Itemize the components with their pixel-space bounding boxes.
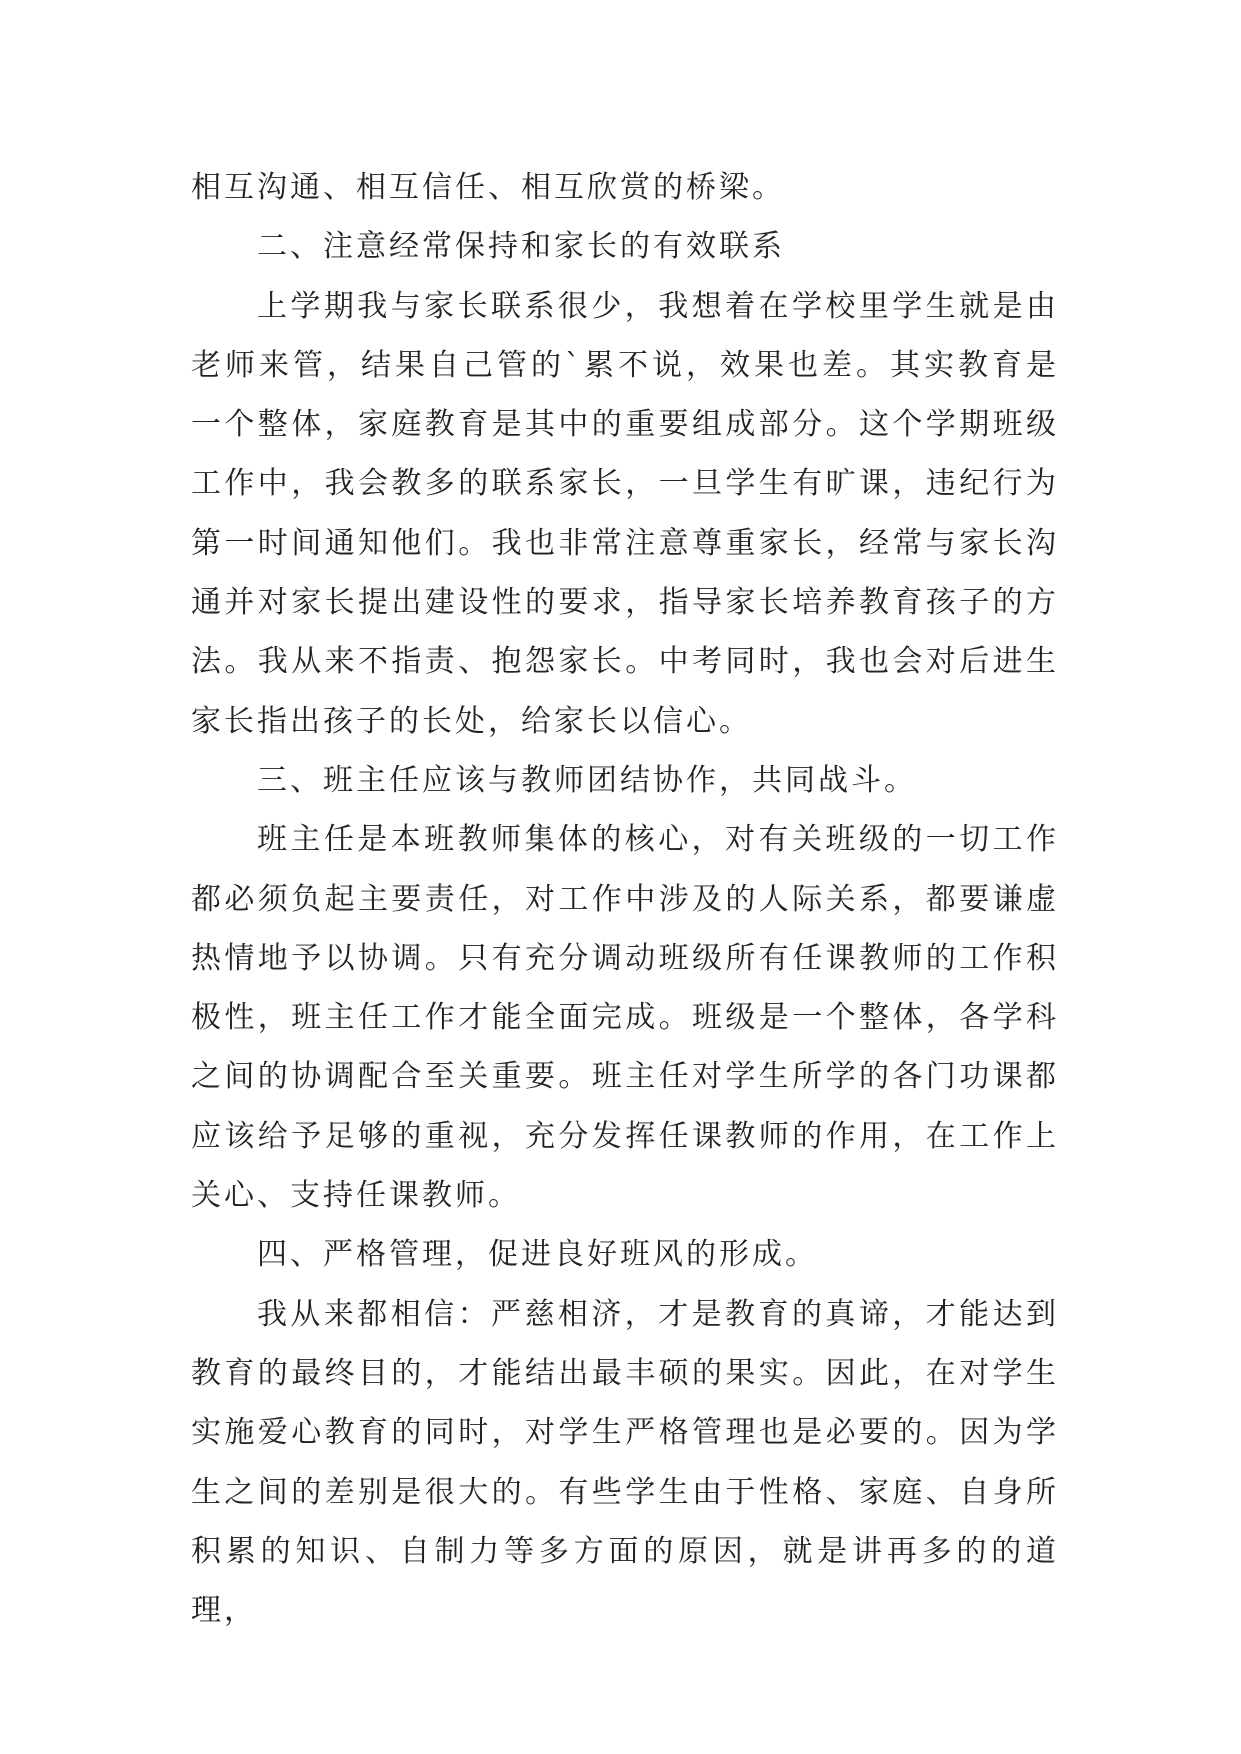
- section-heading-2: 二、注意经常保持和家长的有效联系: [257, 229, 785, 265]
- section-heading-4: 四、严格管理，促进良好班风的形成。: [257, 1237, 818, 1273]
- paragraph-teacher-cooperation: 班主任是本班教师集体的核心，对有关班级的一切工作都必须负起主要责任，对工作中涉及的人际关系，都要谦虚热情地予以协调。只有充分调动班级所有任课教师的工作积极性，班主任工作才能全面完成。班级是一个整体，各学科之间的协调配合至关重要。班主任对学生所学的各门功课都应该给予足够的重视，充分发挥任课教师的作用，在工作上关心、支持任课教师。: [191, 822, 1059, 1214]
- document-body: [191, 158, 1059, 1640]
- paragraph-strict-management: 我从来都相信：严慈相济，才是教育的真谛，才能达到教育的最终目的，才能结出最丰硕的果实。因此，在对学生实施爱心教育的同时，对学生严格管理也是必要的。因为学生之间的差别是很大的。有些学生由于性格、家庭、自身所积累的知识、自制力等多方面的原因，就是讲再多的的道理，: [191, 1296, 1059, 1629]
- paragraph-parent-contact: 上学期我与家长联系很少，我想着在学校里学生就是由老师来管，结果自己管的`累不说，效果也差。其实教育是一个整体，家庭教育是其中的重要组成部分。这个学期班级工作中，我会教多的联系家长，一旦学生有旷课，违纪行为第一时间通知他们。我也非常注意尊重家长，经常与家长沟通并对家长提出建设性的要求，指导家长培养教育孩子的方法。我从来不指责、抱怨家长。中考同时，我也会对后进生家长指出孩子的长处，给家长以信心。: [191, 288, 1059, 739]
- section-heading-3: 三、班主任应该与教师团结协作，共同战斗。: [257, 762, 917, 798]
- paragraph-continuation: 相互沟通、相互信任、相互欣赏的桥梁。: [191, 170, 785, 205]
